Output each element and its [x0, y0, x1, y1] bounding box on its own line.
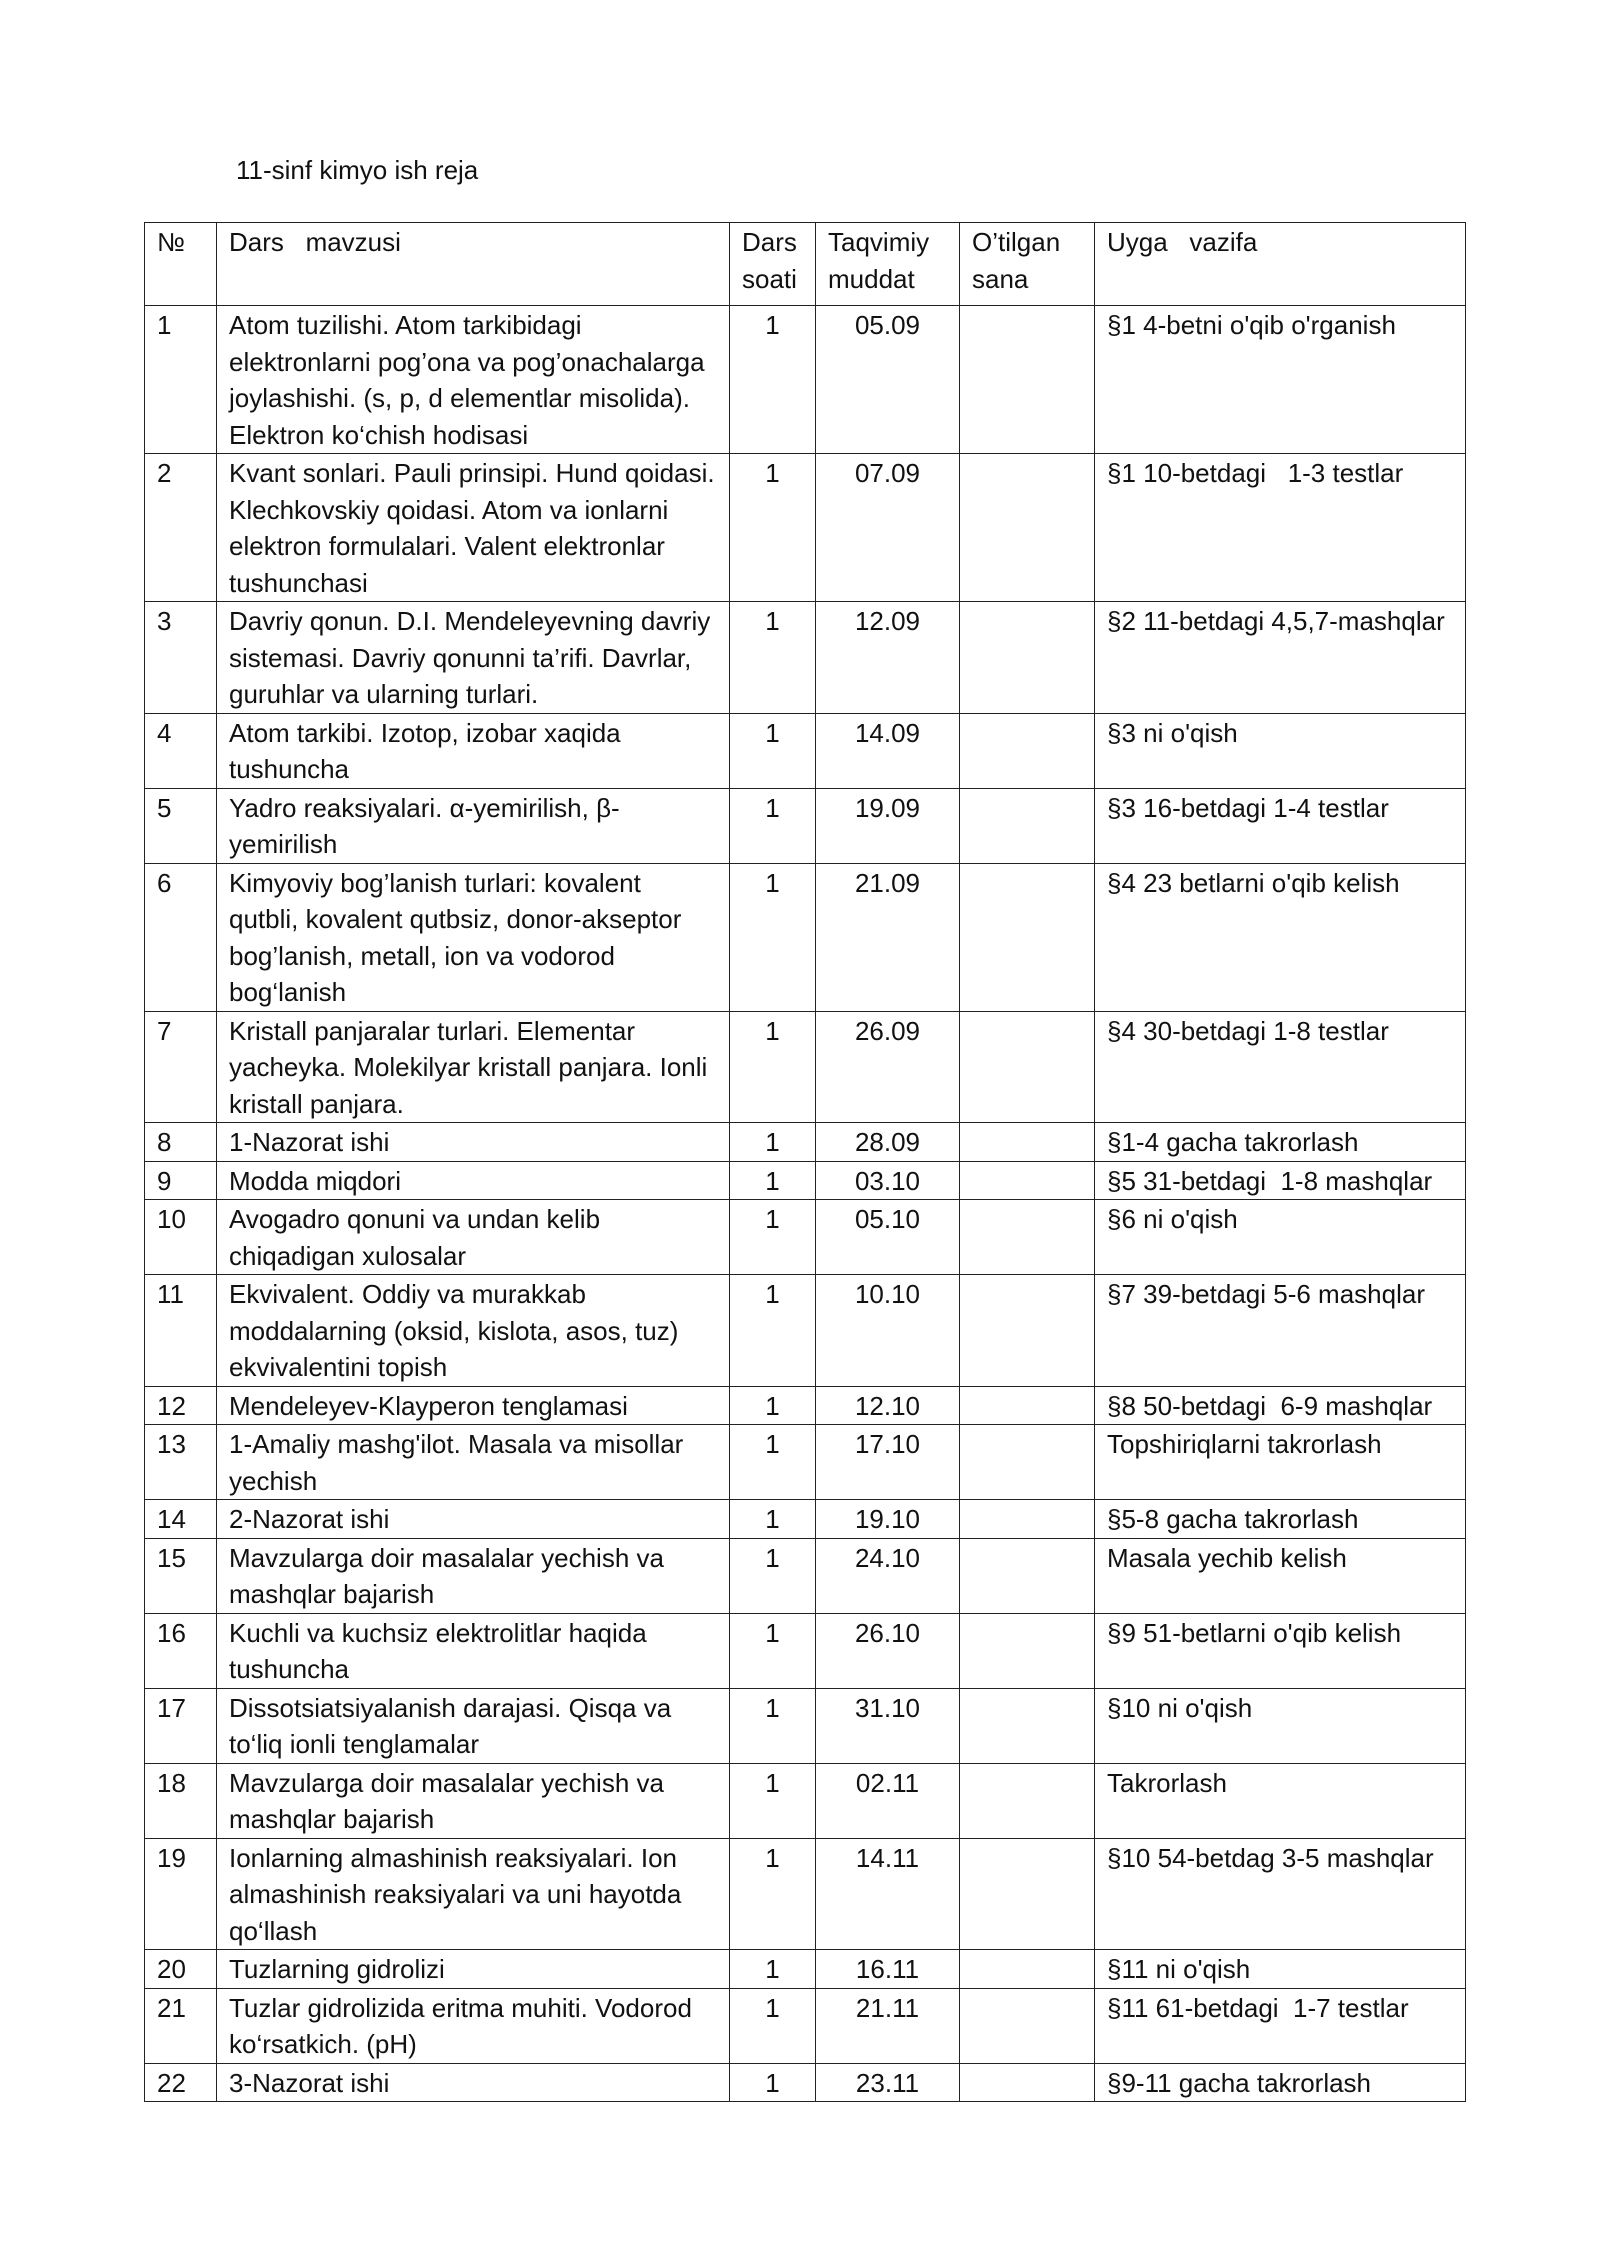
cell-number: 20: [145, 1950, 217, 1989]
cell-completed-date: [960, 306, 1095, 454]
cell-hours: 1: [730, 1688, 816, 1763]
cell-number: 16: [145, 1613, 217, 1688]
cell-topic: 1-Amaliy mashg'ilot. Masala va misollar yechish: [217, 1425, 730, 1500]
table-row: [145, 1538, 1466, 1613]
cell-homework: §10 ni o'qish: [1095, 1688, 1466, 1763]
cell-completed-date: [960, 1161, 1095, 1200]
table-row: [145, 602, 1466, 714]
cell-completed-date: [960, 1200, 1095, 1275]
header-topic: Dars mavzusi: [217, 223, 730, 306]
table-row: [145, 1275, 1466, 1387]
cell-homework: §1 4-betni o'qib o'rganish: [1095, 306, 1466, 454]
cell-homework: §1-4 gacha takrorlash: [1095, 1123, 1466, 1162]
header-scheduled-date: Taqvimiy muddat: [816, 223, 960, 306]
table-row: [145, 2063, 1466, 2102]
cell-scheduled-date: 31.10: [816, 1688, 960, 1763]
cell-number: 22: [145, 2063, 217, 2102]
cell-topic: 1-Nazorat ishi: [217, 1123, 730, 1162]
cell-completed-date: [960, 1500, 1095, 1539]
cell-hours: 1: [730, 1613, 816, 1688]
cell-number: 13: [145, 1425, 217, 1500]
cell-completed-date: [960, 1988, 1095, 2063]
cell-topic: Tuzlarning gidrolizi: [217, 1950, 730, 1989]
header-completed-date: O’tilgan sana: [960, 223, 1095, 306]
cell-hours: 1: [730, 1011, 816, 1123]
cell-scheduled-date: 02.11: [816, 1763, 960, 1838]
page-title: 11-sinf kimyo ish reja: [236, 155, 479, 185]
table-row: [145, 1386, 1466, 1425]
header-homework: Uyga vazifa: [1095, 223, 1466, 306]
cell-topic: Dissotsiatsiyalanish darajasi. Qisqa va to‘liq ionli tenglamalar: [217, 1688, 730, 1763]
cell-topic: Mendeleyev-Klayperon tenglamasi: [217, 1386, 730, 1425]
cell-topic: Yadro reaksiyalari. α-yemirilish, β-yemirilish: [217, 788, 730, 863]
cell-homework: §1 10-betdagi 1-3 testlar: [1095, 454, 1466, 602]
cell-homework: §9-11 gacha takrorlash: [1095, 2063, 1466, 2102]
cell-scheduled-date: 10.10: [816, 1275, 960, 1387]
cell-completed-date: [960, 602, 1095, 714]
table-row: [145, 306, 1466, 454]
cell-topic: Mavzularga doir masalalar yechish va mashqlar bajarish: [217, 1538, 730, 1613]
cell-homework: §3 16-betdagi 1-4 testlar: [1095, 788, 1466, 863]
cell-number: 18: [145, 1763, 217, 1838]
cell-completed-date: [960, 1425, 1095, 1500]
cell-hours: 1: [730, 1500, 816, 1539]
cell-topic: Avogadro qonuni va undan kelib chiqadigan xulosalar: [217, 1200, 730, 1275]
cell-number: 11: [145, 1275, 217, 1387]
cell-number: 15: [145, 1538, 217, 1613]
cell-homework: §9 51-betlarni o'qib kelish: [1095, 1613, 1466, 1688]
table-row: [145, 1688, 1466, 1763]
lesson-plan-table: [144, 222, 1466, 2102]
cell-number: 9: [145, 1161, 217, 1200]
cell-scheduled-date: 16.11: [816, 1950, 960, 1989]
cell-number: 21: [145, 1988, 217, 2063]
cell-number: 3: [145, 602, 217, 714]
cell-completed-date: [960, 1763, 1095, 1838]
cell-scheduled-date: 12.10: [816, 1386, 960, 1425]
cell-number: 6: [145, 863, 217, 1011]
table-header-row: [145, 223, 1466, 306]
cell-hours: 1: [730, 1386, 816, 1425]
cell-topic: Davriy qonun. D.I. Mendeleyevning davriy sistemasi. Davriy qonunni ta’rifi. Davrlar, guruhlar va ularning turlari.: [217, 602, 730, 714]
table-row: [145, 1950, 1466, 1989]
cell-hours: 1: [730, 1838, 816, 1950]
cell-homework: §10 54-betdag 3-5 mashqlar: [1095, 1838, 1466, 1950]
cell-hours: 1: [730, 1988, 816, 2063]
cell-topic: 3-Nazorat ishi: [217, 2063, 730, 2102]
cell-homework: §6 ni o'qish: [1095, 1200, 1466, 1275]
cell-number: 2: [145, 454, 217, 602]
cell-homework: §5-8 gacha takrorlash: [1095, 1500, 1466, 1539]
cell-hours: 1: [730, 1161, 816, 1200]
cell-topic: 2-Nazorat ishi: [217, 1500, 730, 1539]
cell-topic: Atom tarkibi. Izotop, izobar xaqida tushuncha: [217, 713, 730, 788]
cell-hours: 1: [730, 602, 816, 714]
cell-topic: Kimyoviy bog’lanish turlari: kovalent qutbli, kovalent qutbsiz, donor-akseptor bog’lanish, metall, ion va vodorod bog‘lanish: [217, 863, 730, 1011]
table-row: [145, 863, 1466, 1011]
cell-completed-date: [960, 1838, 1095, 1950]
table-row: [145, 1763, 1466, 1838]
table-row: [145, 454, 1466, 602]
cell-scheduled-date: 14.11: [816, 1838, 960, 1950]
cell-homework: §11 61-betdagi 1-7 testlar: [1095, 1988, 1466, 2063]
cell-topic: Kristall panjaralar turlari. Elementar yacheyka. Molekilyar kristall panjara. Ionli kristall panjara.: [217, 1011, 730, 1123]
cell-scheduled-date: 19.10: [816, 1500, 960, 1539]
cell-topic: Ekvivalent. Oddiy va murakkab moddalarning (oksid, kislota, asos, tuz) ekvivalentini topish: [217, 1275, 730, 1387]
cell-scheduled-date: 24.10: [816, 1538, 960, 1613]
header-hours: Dars soati: [730, 223, 816, 306]
cell-scheduled-date: 17.10: [816, 1425, 960, 1500]
table-row: [145, 1988, 1466, 2063]
cell-hours: 1: [730, 1763, 816, 1838]
cell-hours: 1: [730, 1200, 816, 1275]
cell-topic: Kuchli va kuchsiz elektrolitlar haqida tushuncha: [217, 1613, 730, 1688]
cell-number: 14: [145, 1500, 217, 1539]
table-row: [145, 1123, 1466, 1162]
cell-homework: §2 11-betdagi 4,5,7-mashqlar: [1095, 602, 1466, 714]
table-row: [145, 1613, 1466, 1688]
cell-number: 17: [145, 1688, 217, 1763]
table-row: [145, 1838, 1466, 1950]
cell-scheduled-date: 23.11: [816, 2063, 960, 2102]
cell-scheduled-date: 05.09: [816, 306, 960, 454]
cell-completed-date: [960, 713, 1095, 788]
cell-number: 12: [145, 1386, 217, 1425]
cell-scheduled-date: 19.09: [816, 788, 960, 863]
cell-hours: 1: [730, 1950, 816, 1989]
cell-homework: §8 50-betdagi 6-9 mashqlar: [1095, 1386, 1466, 1425]
cell-hours: 1: [730, 863, 816, 1011]
table-row: [145, 1011, 1466, 1123]
cell-completed-date: [960, 1688, 1095, 1763]
table-row: [145, 1500, 1466, 1539]
table-row: [145, 1161, 1466, 1200]
cell-hours: 1: [730, 1275, 816, 1387]
cell-scheduled-date: 26.10: [816, 1613, 960, 1688]
cell-completed-date: [960, 863, 1095, 1011]
cell-scheduled-date: 05.10: [816, 1200, 960, 1275]
cell-hours: 1: [730, 788, 816, 863]
cell-topic: Atom tuzilishi. Atom tarkibidagi elektronlarni pog’ona va pog’onachalarga joylashishi. (s, p, d elementlar misolida). Elektron ko‘chish hodisasi: [217, 306, 730, 454]
cell-completed-date: [960, 1950, 1095, 1989]
cell-hours: 1: [730, 2063, 816, 2102]
cell-hours: 1: [730, 1425, 816, 1500]
cell-scheduled-date: 21.11: [816, 1988, 960, 2063]
cell-homework: §4 30-betdagi 1-8 testlar: [1095, 1011, 1466, 1123]
cell-number: 10: [145, 1200, 217, 1275]
cell-topic: Kvant sonlari. Pauli prinsipi. Hund qoidasi. Klechkovskiy qoidasi. Atom va ionlarni elektron formulalari. Valent elektronlar tushunchasi: [217, 454, 730, 602]
table-row: [145, 788, 1466, 863]
table-row: [145, 1425, 1466, 1500]
cell-scheduled-date: 07.09: [816, 454, 960, 602]
cell-completed-date: [960, 1386, 1095, 1425]
cell-hours: 1: [730, 1538, 816, 1613]
cell-number: 8: [145, 1123, 217, 1162]
cell-completed-date: [960, 1123, 1095, 1162]
header-number: №: [145, 223, 217, 306]
cell-number: 4: [145, 713, 217, 788]
cell-hours: 1: [730, 306, 816, 454]
table-row: [145, 713, 1466, 788]
cell-homework: §5 31-betdagi 1-8 mashqlar: [1095, 1161, 1466, 1200]
table-body: [145, 306, 1466, 2102]
cell-number: 5: [145, 788, 217, 863]
cell-topic: Ionlarning almashinish reaksiyalari. Ion almashinish reaksiyalari va uni hayotda qo‘llash: [217, 1838, 730, 1950]
cell-topic: Tuzlar gidrolizida eritma muhiti. Vodorod ko‘rsatkich. (pH): [217, 1988, 730, 2063]
cell-homework: §3 ni o'qish: [1095, 713, 1466, 788]
cell-number: 7: [145, 1011, 217, 1123]
cell-scheduled-date: 12.09: [816, 602, 960, 714]
cell-number: 19: [145, 1838, 217, 1950]
cell-hours: 1: [730, 454, 816, 602]
cell-topic: Modda miqdori: [217, 1161, 730, 1200]
cell-scheduled-date: 28.09: [816, 1123, 960, 1162]
cell-topic: Mavzularga doir masalalar yechish va mashqlar bajarish: [217, 1763, 730, 1838]
cell-scheduled-date: 03.10: [816, 1161, 960, 1200]
cell-scheduled-date: 26.09: [816, 1011, 960, 1123]
cell-homework: §4 23 betlarni o'qib kelish: [1095, 863, 1466, 1011]
cell-scheduled-date: 14.09: [816, 713, 960, 788]
cell-completed-date: [960, 1538, 1095, 1613]
cell-completed-date: [960, 1275, 1095, 1387]
cell-homework: Topshiriqlarni takrorlash: [1095, 1425, 1466, 1500]
cell-homework: Masala yechib kelish: [1095, 1538, 1466, 1613]
cell-homework: §7 39-betdagi 5-6 mashqlar: [1095, 1275, 1466, 1387]
cell-completed-date: [960, 1613, 1095, 1688]
cell-completed-date: [960, 2063, 1095, 2102]
cell-homework: Takrorlash: [1095, 1763, 1466, 1838]
cell-scheduled-date: 21.09: [816, 863, 960, 1011]
cell-completed-date: [960, 1011, 1095, 1123]
cell-number: 1: [145, 306, 217, 454]
cell-completed-date: [960, 454, 1095, 602]
cell-hours: 1: [730, 713, 816, 788]
cell-homework: §11 ni o'qish: [1095, 1950, 1466, 1989]
cell-hours: 1: [730, 1123, 816, 1162]
table-row: [145, 1200, 1466, 1275]
cell-completed-date: [960, 788, 1095, 863]
